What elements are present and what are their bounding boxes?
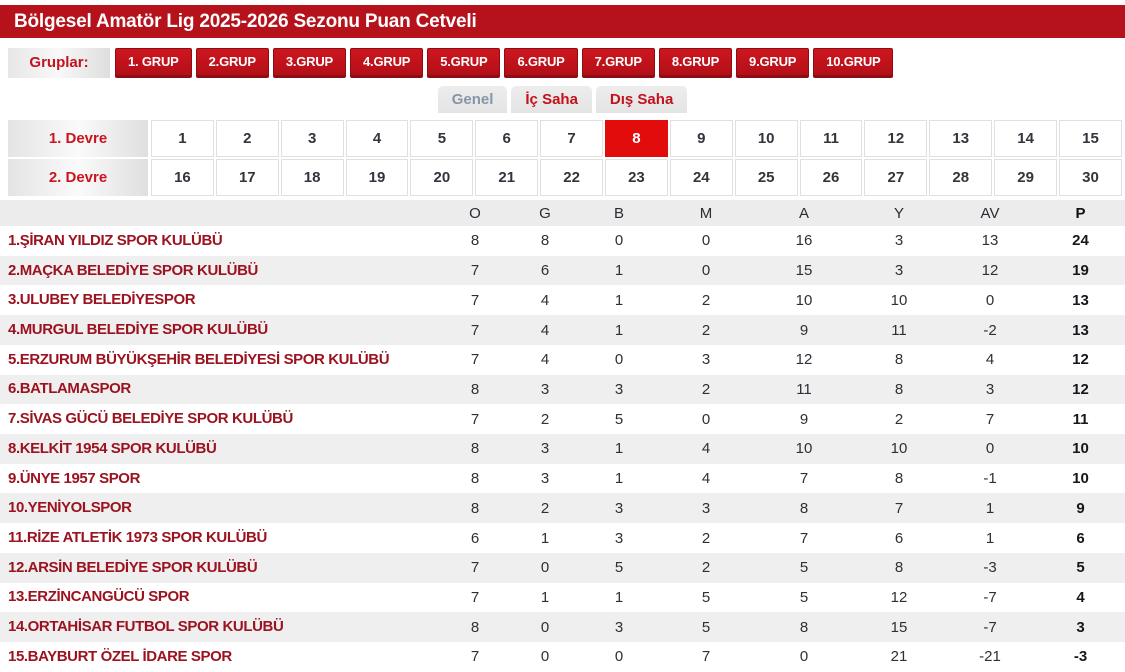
team-cell	[0, 588, 440, 606]
standings-table	[0, 200, 1125, 672]
team-name[interactable]: 12.ARSİN BELEDİYE SPOR KULÜBÜ	[8, 558, 258, 576]
team-name[interactable]: 15.BAYBURT ÖZEL İDARE SPOR	[8, 647, 232, 665]
stat-cell: 10	[1072, 440, 1089, 458]
table-row	[0, 434, 1125, 464]
column-header: O	[469, 204, 481, 222]
group-button[interactable]: 10.GRUP	[813, 48, 893, 78]
stat-cell: 13	[981, 232, 999, 250]
team-cell	[0, 321, 440, 339]
stat-cell: 4	[1076, 588, 1085, 606]
stat-cell: 24	[1072, 232, 1089, 250]
stat-cell: 10	[795, 291, 813, 309]
stat-cell: 0	[701, 410, 711, 428]
team-cell	[0, 380, 440, 398]
stat-cell: 3	[985, 380, 995, 398]
column-header: A	[798, 204, 809, 222]
stat-cell: 12	[981, 262, 999, 280]
week-cell[interactable]: 14	[994, 120, 1057, 157]
week-cell[interactable]: 22	[540, 159, 603, 196]
week-cell[interactable]: 2	[216, 120, 279, 157]
stat-cell: 2	[701, 559, 711, 577]
team-cell	[0, 618, 440, 636]
scope-tabs	[0, 86, 1125, 113]
stat-cell: 9	[799, 410, 809, 428]
stat-cell: 19	[1072, 262, 1089, 280]
week-cell[interactable]: 7	[540, 120, 603, 157]
stat-cell: 0	[985, 291, 995, 309]
stat-cell: 8	[470, 470, 480, 488]
week-cell[interactable]: 10	[735, 120, 798, 157]
tab-i̇ç-saha[interactable]: İç Saha	[511, 86, 592, 113]
stat-cell: 5	[1076, 559, 1085, 577]
stat-cell: 2	[701, 291, 711, 309]
stat-cell: -21	[979, 648, 1001, 666]
stat-cell: 3	[614, 499, 624, 517]
stat-cell: 7	[470, 410, 480, 428]
stat-cell: 4	[701, 440, 711, 458]
team-cell	[0, 410, 440, 428]
stat-cell: 10	[1072, 470, 1089, 488]
week-cell[interactable]: 26	[800, 159, 863, 196]
week-cell[interactable]: 17	[216, 159, 279, 196]
week-cell[interactable]: 3	[281, 120, 344, 157]
stat-cell: -3	[1073, 648, 1088, 666]
group-button[interactable]: 9.GRUP	[736, 48, 809, 78]
round2-weeks	[151, 159, 1122, 196]
stat-cell: 10	[795, 440, 813, 458]
stat-cell: -7	[983, 588, 997, 606]
stat-cell: 8	[470, 232, 480, 250]
stat-cell: 13	[1072, 321, 1089, 339]
team-name[interactable]: 4.MURGUL BELEDİYE SPOR KULÜBÜ	[8, 321, 268, 339]
table-row	[0, 226, 1125, 256]
stat-cell: 11	[1072, 410, 1089, 428]
stat-cell: 2	[701, 529, 711, 547]
stat-cell: 1	[614, 440, 624, 458]
week-cell[interactable]: 1	[151, 120, 214, 157]
stat-cell: 0	[614, 648, 624, 666]
stat-cell: 3	[614, 618, 624, 636]
column-header: AV	[980, 204, 1000, 222]
stat-cell: 7	[470, 559, 480, 577]
week-cell[interactable]: 24	[670, 159, 733, 196]
stat-cell: 2	[894, 410, 904, 428]
stat-cell: 12	[795, 351, 813, 369]
week-cell[interactable]: 8	[605, 120, 668, 157]
week-cell[interactable]: 15	[1059, 120, 1122, 157]
team-cell	[0, 351, 440, 369]
group-button[interactable]: 8.GRUP	[659, 48, 732, 78]
team-cell	[0, 529, 440, 547]
stat-cell: 9	[1076, 499, 1085, 517]
stat-cell: 0	[701, 262, 711, 280]
stat-cell: 3	[540, 440, 550, 458]
team-name[interactable]: 10.YENİYOLSPOR	[8, 499, 132, 517]
stat-cell: 1	[614, 588, 624, 606]
week-cell[interactable]: 23	[605, 159, 668, 196]
week-cell[interactable]: 5	[410, 120, 473, 157]
stat-cell: 6	[894, 529, 904, 547]
stat-cell: 3	[701, 499, 711, 517]
stat-cell: 2	[701, 380, 711, 398]
stat-cell: 2	[540, 410, 550, 428]
table-row	[0, 315, 1125, 345]
stat-cell: 0	[799, 648, 809, 666]
stat-cell: 8	[894, 470, 904, 488]
stat-cell: -1	[983, 470, 997, 488]
week-cell[interactable]: 28	[929, 159, 992, 196]
team-name[interactable]: 3.ULUBEY BELEDİYESPOR	[8, 291, 196, 309]
column-header: P	[1075, 204, 1086, 222]
week-cell[interactable]: 6	[475, 120, 538, 157]
stat-cell: 0	[540, 559, 550, 577]
stat-cell: 2	[701, 321, 711, 339]
stat-cell: 11	[796, 380, 812, 398]
stat-cell: 11	[891, 321, 907, 339]
stat-cell: 4	[701, 470, 711, 488]
team-cell	[0, 470, 440, 488]
table-row	[0, 493, 1125, 523]
stat-cell: 8	[470, 618, 480, 636]
stat-cell: 3	[614, 380, 624, 398]
group-buttons	[115, 48, 897, 78]
stat-cell: 6	[1076, 529, 1085, 547]
stat-cell: 0	[701, 232, 711, 250]
stat-cell: 7	[894, 499, 904, 517]
stat-cell: 13	[1072, 291, 1089, 309]
column-header: B	[613, 204, 624, 222]
stat-cell: 2	[540, 499, 550, 517]
group-button[interactable]: 6.GRUP	[504, 48, 577, 78]
stat-cell: 16	[795, 232, 813, 250]
stat-cell: 3	[894, 262, 904, 280]
stat-cell: 8	[799, 618, 809, 636]
stat-cell: 8	[470, 499, 480, 517]
week-selector	[8, 120, 1122, 196]
stat-cell: 9	[799, 321, 809, 339]
stat-cell: 5	[614, 559, 624, 577]
team-name[interactable]: 14.ORTAHİSAR FUTBOL SPOR KULÜBÜ	[8, 618, 284, 636]
week-cell[interactable]: 11	[800, 120, 863, 157]
tab-dış-saha[interactable]: Dış Saha	[596, 86, 687, 113]
group-button[interactable]: 7.GRUP	[582, 48, 655, 78]
stat-cell: 10	[890, 440, 908, 458]
table-row	[0, 345, 1125, 375]
week-cell[interactable]: 4	[346, 120, 409, 157]
stat-cell: 0	[985, 440, 995, 458]
stat-cell: 7	[799, 529, 809, 547]
week-cell[interactable]: 25	[735, 159, 798, 196]
team-cell	[0, 648, 440, 666]
table-row	[0, 285, 1125, 315]
week-cell[interactable]: 29	[994, 159, 1057, 196]
stat-cell: 0	[614, 232, 624, 250]
team-name[interactable]: 2.MAÇKA BELEDİYE SPOR KULÜBÜ	[8, 261, 258, 279]
stat-cell: 1	[614, 291, 624, 309]
standings-header-row	[0, 200, 1125, 226]
stat-cell: 8	[799, 499, 809, 517]
stat-cell: 8	[470, 440, 480, 458]
week-cell[interactable]: 13	[929, 120, 992, 157]
table-row	[0, 612, 1125, 642]
round1-weeks	[151, 120, 1122, 157]
team-cell	[0, 559, 440, 577]
stat-cell: 12	[890, 588, 908, 606]
table-row	[0, 583, 1125, 613]
stat-cell: 7	[470, 351, 480, 369]
team-cell	[0, 499, 440, 517]
column-header: G	[539, 204, 551, 222]
stat-cell: 3	[1076, 618, 1085, 636]
stat-cell: 3	[701, 351, 711, 369]
stat-cell: 1	[540, 529, 550, 547]
groups-label: Gruplar:	[8, 48, 110, 78]
week-cell[interactable]: 27	[864, 159, 927, 196]
team-name[interactable]: 6.BATLAMASPOR	[8, 380, 131, 398]
team-name[interactable]: 1.ŞİRAN YILDIZ SPOR KULÜBÜ	[8, 231, 223, 249]
stat-cell: 5	[799, 559, 809, 577]
week-cell[interactable]: 18	[281, 159, 344, 196]
team-cell	[0, 232, 440, 250]
team-cell	[0, 262, 440, 280]
stat-cell: 8	[894, 380, 904, 398]
page-title: Bölgesel Amatör Lig 2025-2026 Sezonu Puan Cetveli	[0, 5, 1125, 38]
stat-cell: 1	[614, 470, 624, 488]
table-row	[0, 256, 1125, 286]
stat-cell: 1	[985, 499, 995, 517]
team-name[interactable]: 11.RİZE ATLETİK 1973 SPOR KULÜBÜ	[8, 529, 267, 547]
group-button[interactable]: 3.GRUP	[273, 48, 346, 78]
stat-cell: -2	[983, 321, 997, 339]
stat-cell: 7	[470, 291, 480, 309]
team-name[interactable]: 13.ERZİNCANGÜCÜ SPOR	[8, 588, 190, 606]
table-row	[0, 464, 1125, 494]
table-row	[0, 553, 1125, 583]
stat-cell: 6	[470, 529, 480, 547]
stat-cell: 7	[985, 410, 995, 428]
team-name[interactable]: 9.ÜNYE 1957 SPOR	[8, 469, 140, 487]
stat-cell: 0	[540, 648, 550, 666]
stat-cell: 0	[614, 351, 624, 369]
group-button[interactable]: 4.GRUP	[350, 48, 423, 78]
week-cell[interactable]: 16	[151, 159, 214, 196]
stat-cell: 7	[701, 648, 711, 666]
table-row	[0, 375, 1125, 405]
table-row	[0, 523, 1125, 553]
team-cell	[0, 291, 440, 309]
stat-cell: 5	[799, 588, 809, 606]
stat-cell: 1	[614, 321, 624, 339]
stat-cell: 5	[701, 588, 711, 606]
stat-cell: 4	[985, 351, 995, 369]
round2-label: 2. Devre	[8, 159, 148, 196]
stat-cell: 7	[470, 321, 480, 339]
stat-cell: 15	[890, 618, 908, 636]
stat-cell: -7	[983, 618, 997, 636]
week-cell[interactable]: 30	[1059, 159, 1122, 196]
stat-cell: 4	[540, 291, 550, 309]
stat-cell: 8	[894, 559, 904, 577]
stat-cell: 10	[890, 291, 908, 309]
team-name[interactable]: 8.KELKİT 1954 SPOR KULÜBÜ	[8, 439, 217, 457]
team-cell	[0, 440, 440, 458]
stat-cell: 12	[1072, 351, 1089, 369]
column-header: Y	[893, 204, 904, 222]
stat-cell: 7	[470, 262, 480, 280]
week-cell[interactable]: 21	[475, 159, 538, 196]
week-cell[interactable]: 19	[346, 159, 409, 196]
table-row	[0, 642, 1125, 672]
group-button[interactable]: 1. GRUP	[115, 48, 192, 78]
stat-cell: 7	[470, 648, 480, 666]
round1-row	[8, 120, 1122, 157]
stat-cell: 8	[470, 380, 480, 398]
stat-cell: 21	[890, 648, 908, 666]
stat-cell: 3	[894, 232, 904, 250]
tab-genel[interactable]: Genel	[438, 86, 508, 113]
stat-cell: 1	[614, 262, 624, 280]
group-button[interactable]: 5.GRUP	[427, 48, 500, 78]
stat-cell: 3	[540, 470, 550, 488]
stat-cell: 1	[985, 529, 995, 547]
stat-cell: 6	[540, 262, 550, 280]
stat-cell: 3	[540, 380, 550, 398]
week-cell[interactable]: 20	[410, 159, 473, 196]
stat-cell: 4	[540, 321, 550, 339]
group-selector	[8, 48, 1125, 78]
stat-cell: 7	[470, 588, 480, 606]
team-name[interactable]: 7.SİVAS GÜCÜ BELEDİYE SPOR KULÜBÜ	[8, 410, 293, 428]
stat-cell: 4	[540, 351, 550, 369]
stat-cell: 8	[894, 351, 904, 369]
stat-cell: 5	[701, 618, 711, 636]
stat-cell: -3	[983, 559, 997, 577]
group-button[interactable]: 2.GRUP	[196, 48, 269, 78]
stat-cell: 1	[540, 588, 550, 606]
stat-cell: 0	[540, 618, 550, 636]
stat-cell: 15	[795, 262, 813, 280]
week-cell[interactable]: 9	[670, 120, 733, 157]
stat-cell: 5	[614, 410, 624, 428]
stat-cell: 12	[1072, 380, 1089, 398]
round1-label: 1. Devre	[8, 120, 148, 157]
team-name[interactable]: 5.ERZURUM BÜYÜKŞEHİR BELEDİYESİ SPOR KULÜBÜ	[8, 350, 390, 368]
table-row	[0, 404, 1125, 434]
week-cell[interactable]: 12	[864, 120, 927, 157]
round2-row	[8, 159, 1122, 196]
column-header: M	[699, 204, 713, 222]
stat-cell: 3	[614, 529, 624, 547]
stat-cell: 8	[540, 232, 550, 250]
stat-cell: 7	[799, 470, 809, 488]
